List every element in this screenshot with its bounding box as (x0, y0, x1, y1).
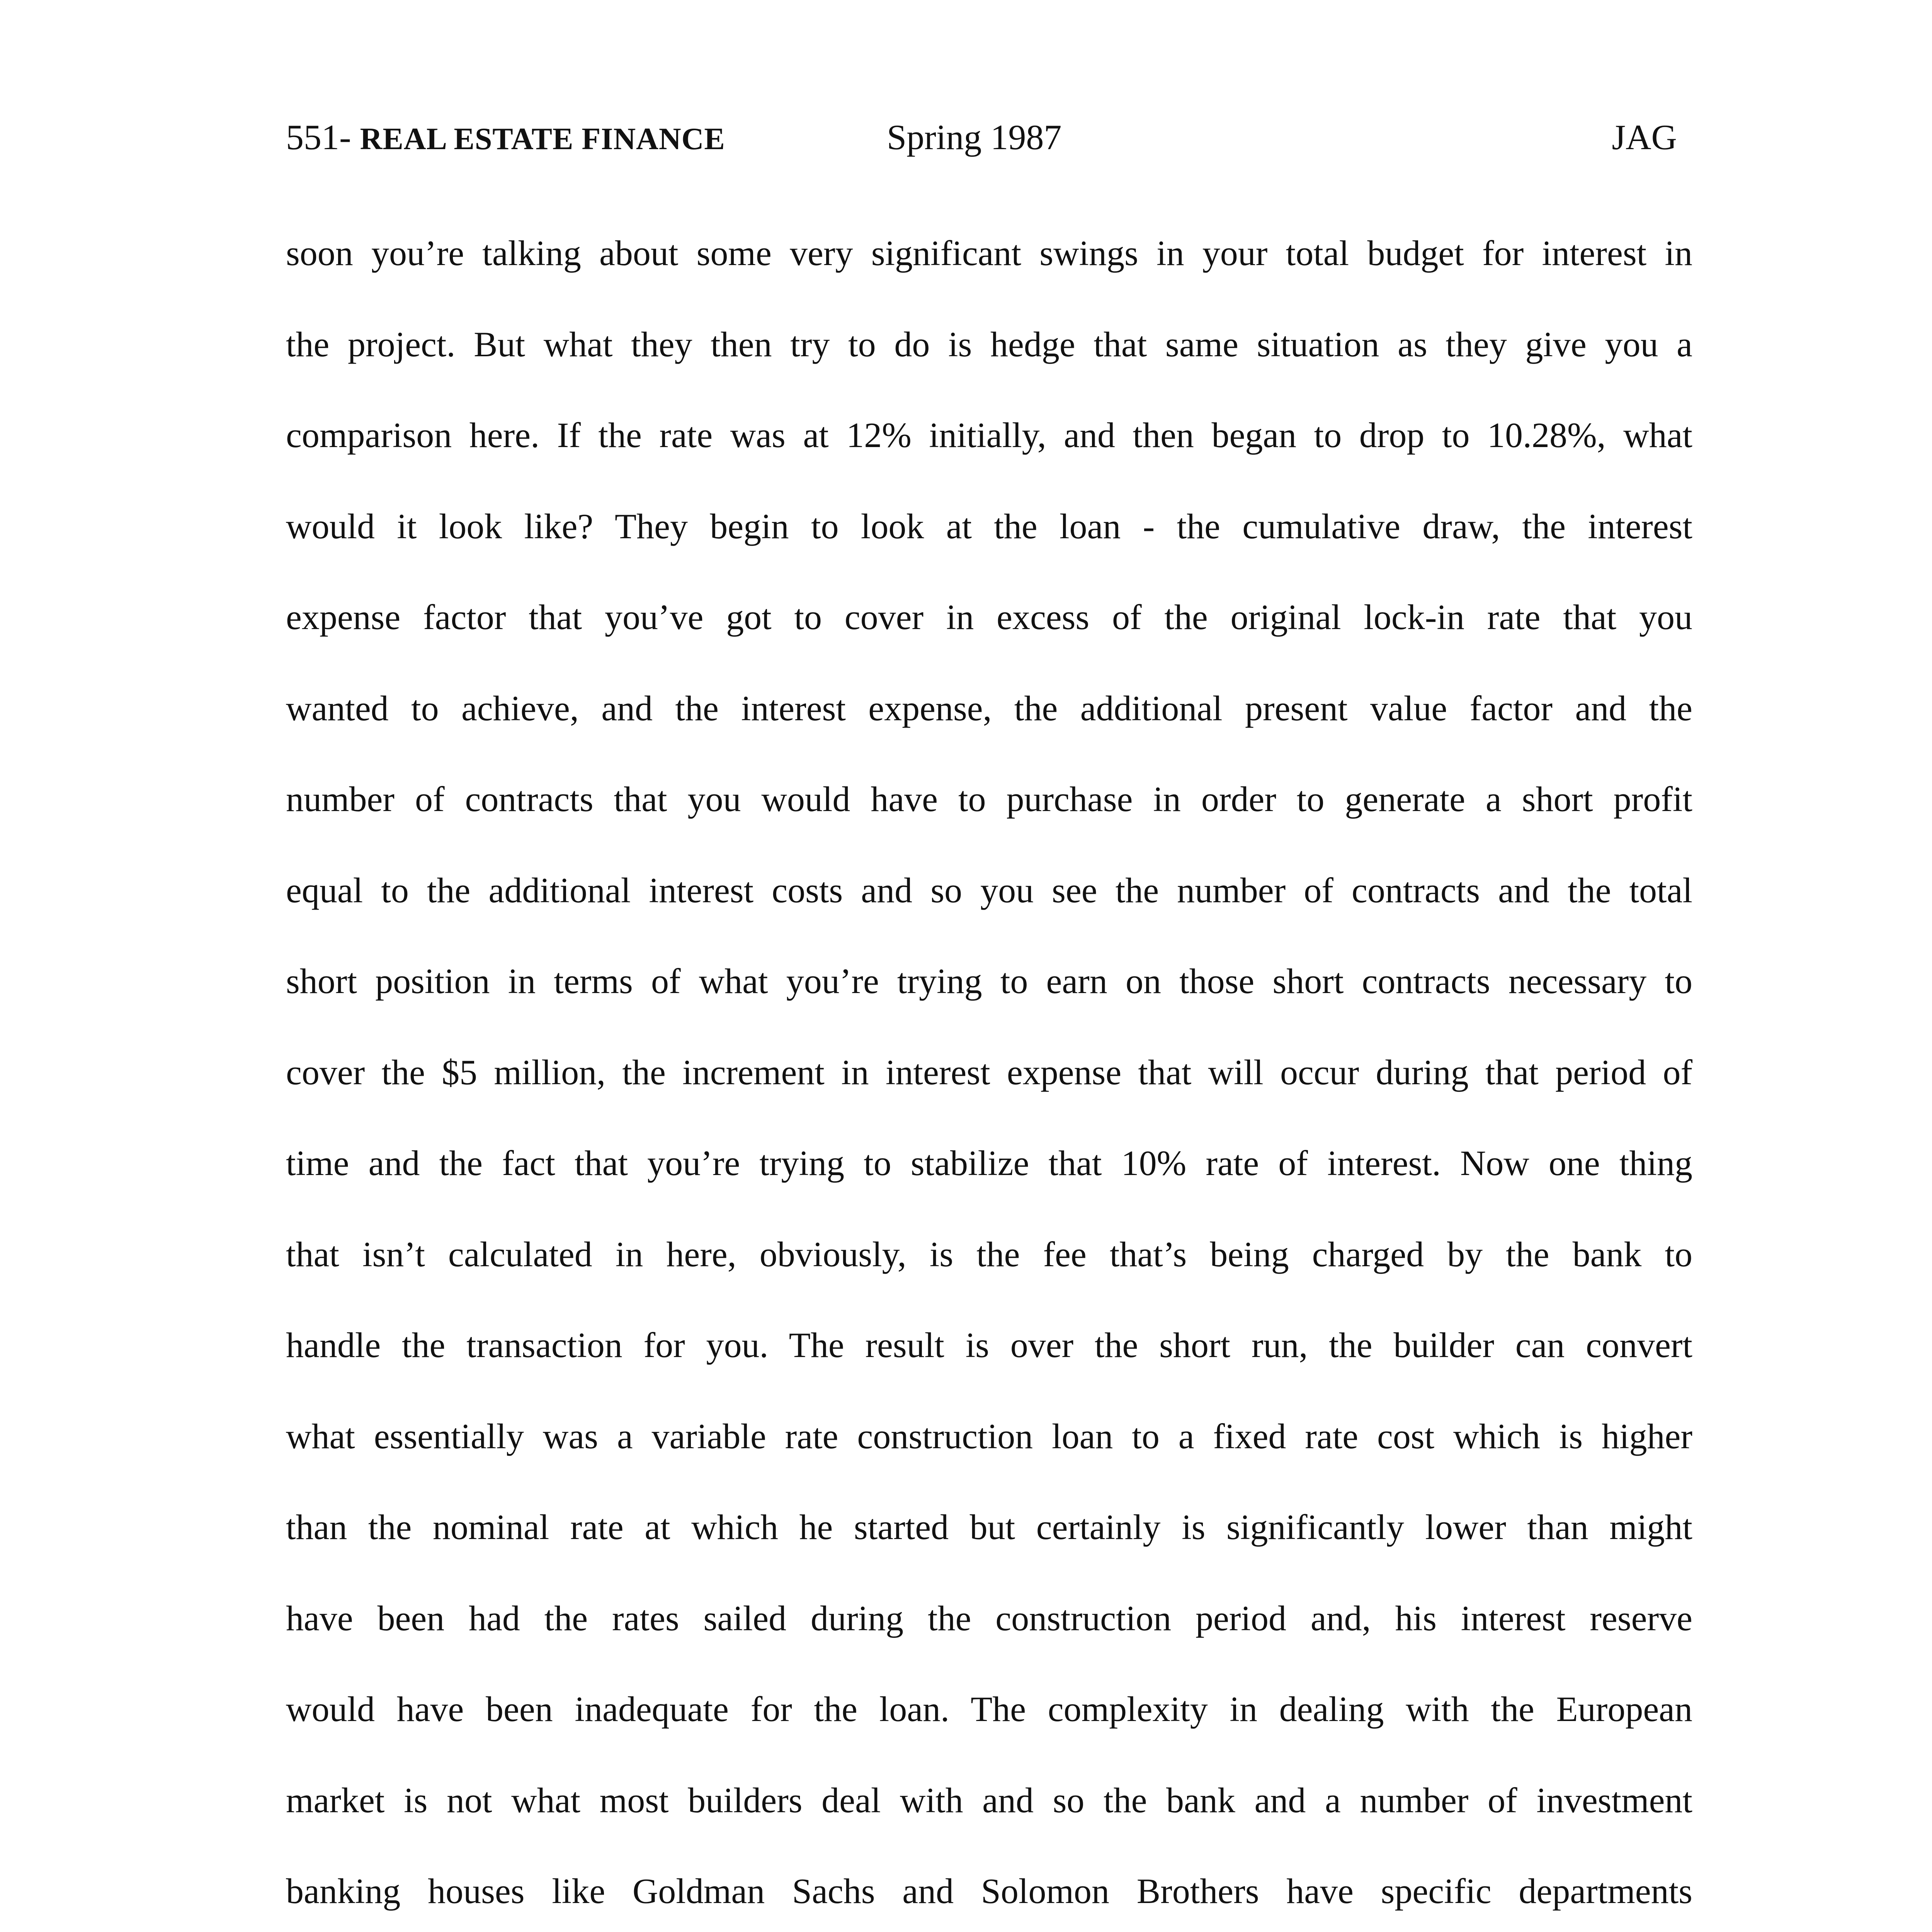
text-line: time and the fact that you’re trying to stabilize that 10% rate of interest. Now one thing (286, 1143, 1692, 1183)
text-line: equal to the additional interest costs and so you see the number of contracts and the total (286, 870, 1692, 910)
text-line: would have been inadequate for the loan. The complexity in dealing with the European (286, 1689, 1692, 1729)
text-line: wanted to achieve, and the interest expense, the additional present value factor and the (286, 688, 1692, 728)
text-line: expense factor that you’ve got to cover in excess of the original lock-in rate that you (286, 597, 1692, 637)
transcript-body (286, 228, 1692, 1932)
course-title: REAL ESTATE FINANCE (360, 122, 725, 156)
text-line: market is not what most builders deal with and so the bank and a number of investment (286, 1780, 1692, 1820)
text-line: comparison here. If the rate was at 12% initially, and then began to drop to 10.28%, what (286, 415, 1692, 455)
text-line: than the nominal rate at which he started but certainly is significantly lower than might (286, 1507, 1692, 1547)
text-line: short position in terms of what you’re trying to earn on those short contracts necessary to (286, 961, 1692, 1001)
text-line: the project. But what they then try to do is hedge that same situation as they give you a (286, 324, 1692, 364)
text-line: what essentially was a variable rate construction loan to a fixed rate cost which is higher (286, 1416, 1692, 1456)
term-label: Spring 1987 (887, 117, 1062, 157)
text-line: number of contracts that you would have to purchase in order to generate a short profit (286, 779, 1692, 819)
text-line: handle the transaction for you. The result is over the short run, the builder can convert (286, 1325, 1692, 1365)
text-line: cover the $5 million, the increment in interest expense that will occur during that period of (286, 1052, 1692, 1092)
author-initials: JAG (1612, 117, 1677, 157)
text-line: that isn’t calculated in here, obviously, is the fee that’s being charged by the bank to (286, 1234, 1692, 1274)
text-line: have been had the rates sailed during the construction period and, his interest reserve (286, 1598, 1692, 1638)
page-header (286, 112, 1677, 162)
course-number: 551- (286, 117, 351, 157)
course-label (286, 112, 725, 164)
text-line: would it look like? They begin to look at the loan - the cumulative draw, the interest (286, 506, 1692, 546)
text-line: soon you’re talking about some very significant swings in your total budget for interest in (286, 233, 1692, 273)
text-line: banking houses like Goldman Sachs and Solomon Brothers have specific departments (286, 1871, 1692, 1911)
